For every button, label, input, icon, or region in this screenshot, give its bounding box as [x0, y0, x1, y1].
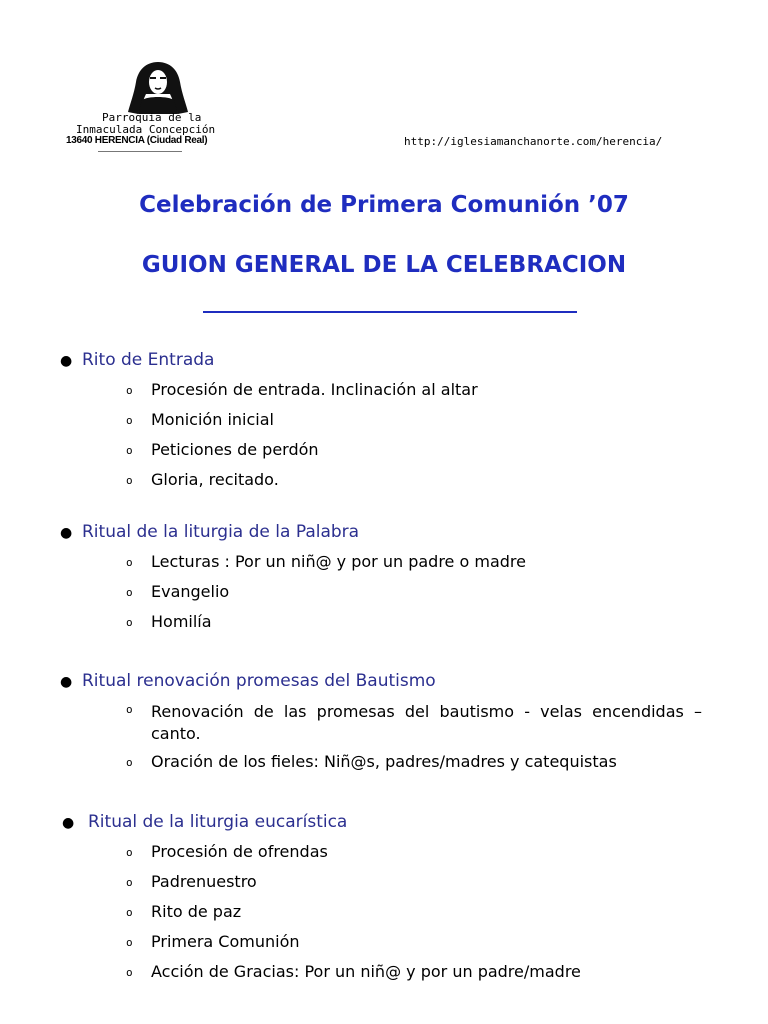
- list-item: o Homilía: [126, 612, 212, 631]
- circle-bullet-icon: o: [126, 414, 133, 427]
- section-heading: ● Ritual de la liturgia de la Palabra: [60, 522, 360, 542]
- circle-bullet-icon: o: [126, 876, 133, 889]
- list-item: o Renovación de las promesas del bautismo - velas encendidas – canto.: [126, 702, 702, 743]
- list-item: o Procesión de ofrendas: [126, 842, 328, 861]
- circle-bullet-icon: o: [126, 906, 133, 919]
- circle-bullet-icon: o: [126, 384, 133, 397]
- parish-address: 13640 HERENCIA (Ciudad Real): [66, 135, 208, 146]
- list-item: o Procesión de entrada. Inclinación al altar: [126, 380, 478, 399]
- bullet-icon: ●: [60, 525, 73, 541]
- circle-bullet-icon: o: [126, 756, 133, 769]
- list-item: o Acción de Gracias: Por un niñ@ y por un padre/madre: [126, 962, 581, 981]
- section-heading: ● Ritual renovación promesas del Bautismo: [60, 671, 436, 691]
- section-heading: ● Ritual de la liturgia eucarística: [62, 812, 348, 832]
- header: [0, 0, 768, 165]
- circle-bullet-icon: o: [126, 556, 133, 569]
- title-underline: [203, 311, 577, 313]
- page-subtitle: GUION GENERAL DE LA CELEBRACION: [141, 252, 627, 278]
- list-item: o Peticiones de perdón: [126, 440, 319, 459]
- list-item: o Oración de los fieles: Niñ@s, padres/madres y catequistas: [126, 752, 617, 771]
- list-item: o Evangelio: [126, 582, 230, 601]
- circle-bullet-icon: o: [126, 616, 133, 629]
- list-item: o Gloria, recitado.: [126, 470, 279, 489]
- circle-bullet-icon: o: [126, 474, 133, 487]
- list-item: o Primera Comunión: [126, 932, 300, 951]
- header-divider: [98, 151, 182, 152]
- circle-bullet-icon: o: [126, 846, 133, 859]
- circle-bullet-icon: o: [126, 586, 133, 599]
- virgin-portrait-icon: [128, 60, 188, 116]
- parish-name-line2: Inmaculada Concepción: [76, 123, 216, 136]
- circle-bullet-icon: o: [126, 966, 133, 979]
- page-title: Celebración de Primera Comunión ’07: [139, 192, 629, 218]
- bullet-icon: ●: [62, 815, 75, 831]
- circle-bullet-icon: o: [126, 703, 133, 716]
- list-item: o Padrenuestro: [126, 872, 257, 891]
- list-item: o Monición inicial: [126, 410, 274, 429]
- website-url[interactable]: http://iglesiamanchanorte.com/herencia/: [404, 135, 663, 148]
- circle-bullet-icon: o: [126, 936, 133, 949]
- bullet-icon: ●: [60, 353, 73, 369]
- circle-bullet-icon: o: [126, 444, 133, 457]
- list-item: o Rito de paz: [126, 902, 242, 921]
- bullet-icon: ●: [60, 674, 73, 690]
- section-heading: ● Rito de Entrada: [60, 350, 215, 370]
- list-item: o Lecturas : Por un niñ@ y por un padre o madre: [126, 552, 526, 571]
- parish-name-line1: Parroquia de la: [102, 111, 202, 124]
